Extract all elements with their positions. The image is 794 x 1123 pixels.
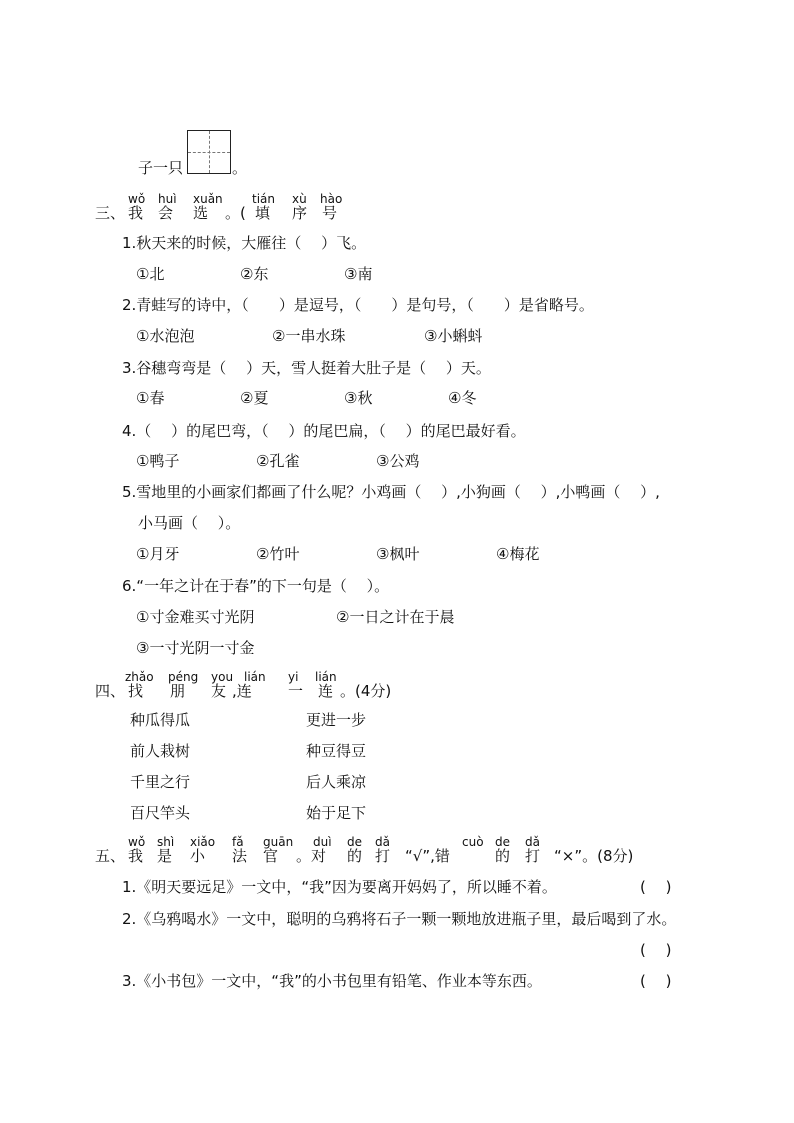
option: ①月牙 (136, 545, 180, 563)
pinyin: you (211, 670, 234, 684)
heading-char: 的 (347, 847, 363, 865)
option: ④梅花 (496, 545, 540, 563)
heading-char: 。(4分) (340, 682, 392, 700)
option: ①春 (136, 389, 165, 407)
heading-char: 连 (318, 682, 334, 700)
pinyin: lián (315, 670, 337, 684)
judge-item-1: 1.《明天要远足》一文中，“我”因为要离开妈妈了，所以睡不着。 (122, 878, 557, 896)
heading-char: 会 (158, 204, 174, 222)
question-3: 3.谷穗弯弯是（ ）天，雪人挺着大肚子是（ ）天。 (122, 359, 491, 377)
heading-char: 序 (292, 204, 308, 222)
pinyin: duì (313, 835, 332, 849)
option: ③小蝌蚪 (424, 327, 483, 345)
option: ③秋 (344, 389, 373, 407)
pinyin: yi (288, 670, 299, 684)
heading-char: 友 (211, 682, 227, 700)
option: ③枫叶 (376, 545, 420, 563)
heading-char: 官 (263, 847, 279, 865)
question-2: 2.青蛙写的诗中，（ ）是逗号，（ ）是句号，（ ）是省略号。 (122, 296, 594, 314)
option: ②夏 (240, 389, 269, 407)
heading-char: 号 (322, 204, 338, 222)
option: ②一串水珠 (272, 327, 346, 345)
heading-char: 找 (128, 682, 144, 700)
heading-char: 法 (232, 847, 248, 865)
heading-char: 朋 (170, 682, 186, 700)
judge-item-2: 2.《乌鸦喝水》一文中，聪明的乌鸦将石子一颗一颗地放进瓶子里，最后喝到了水。 (122, 910, 677, 928)
idiom-right[interactable]: 更进一步 (306, 711, 367, 729)
heading-char: ,连 (232, 682, 252, 700)
section-number: 五、 (95, 847, 126, 865)
option: ③公鸡 (376, 452, 420, 470)
heading-char: 我 (128, 204, 144, 222)
pinyin: wǒ (128, 192, 146, 206)
pinyin: zhǎo (125, 670, 154, 684)
option: ②竹叶 (256, 545, 300, 563)
pinyin: tián (252, 192, 275, 206)
heading-char: 。对 (296, 847, 327, 865)
pinyin: cuò (462, 835, 484, 849)
option: ②孔雀 (256, 452, 300, 470)
pinyin: dǎ (525, 835, 540, 849)
pinyin: de (495, 835, 510, 849)
idiom-left[interactable]: 前人栽树 (130, 742, 191, 760)
top-line-left: 子一只 (138, 159, 184, 177)
question-1: 1.秋天来的时候，大雁往（ ）飞。 (122, 234, 367, 252)
heading-char: 填 (255, 204, 271, 222)
pinyin: lián (244, 670, 266, 684)
answer-paren[interactable]: ( ) (640, 972, 672, 990)
idiom-right[interactable]: 种豆得豆 (306, 742, 367, 760)
idiom-right[interactable]: 始于足下 (306, 804, 367, 822)
heading-char: “×”。(8分) (554, 847, 634, 865)
answer-paren[interactable]: ( ) (640, 878, 672, 896)
question-4: 4.（ ）的尾巴弯，（ ）的尾巴扁，（ ）的尾巴最好看。 (122, 422, 526, 440)
heading-char: 我 (128, 847, 144, 865)
heading-char: 。( (225, 204, 246, 222)
question-6: 6.“一年之计在于春”的下一句是（ ）。 (122, 577, 390, 595)
section-number: 三、 (95, 204, 126, 222)
pinyin: shì (157, 835, 175, 849)
option: ③一寸光阴一寸金 (136, 639, 255, 657)
judge-item-3: 3.《小书包》一文中，“我”的小书包里有铅笔、作业本等东西。 (122, 972, 542, 990)
question-5: 5.雪地里的小画家们都画了什么呢？小鸡画（ ）,小狗画（ ）,小鸭画（ ）, (122, 483, 660, 501)
heading-char: 的 (495, 847, 511, 865)
idiom-left[interactable]: 百尺竿头 (130, 804, 191, 822)
heading-char: 是 (157, 847, 173, 865)
heading-char: “√”,错 (405, 847, 450, 865)
heading-char: 打 (525, 847, 541, 865)
answer-paren[interactable]: ( ) (640, 941, 672, 959)
option: ③南 (344, 265, 373, 283)
option: ①寸金难买寸光阴 (136, 608, 255, 626)
idiom-left[interactable]: 千里之行 (130, 773, 191, 791)
pinyin: huì (158, 192, 177, 206)
heading-char: 选 (193, 204, 209, 222)
pinyin: de (347, 835, 362, 849)
question-5-cont: 小马画（ ）。 (138, 514, 241, 532)
pinyin: péng (168, 670, 199, 684)
pinyin: xù (292, 192, 307, 206)
pinyin: xiǎo (190, 835, 216, 849)
pinyin: xuǎn (193, 192, 223, 206)
option: ②一日之计在于晨 (336, 608, 455, 626)
pinyin: guān (263, 835, 294, 849)
heading-char: 打 (375, 847, 391, 865)
top-line-right: 。 (232, 159, 248, 177)
option: ④冬 (448, 389, 477, 407)
pinyin: hào (320, 192, 343, 206)
option: ①水泡泡 (136, 327, 195, 345)
heading-char: 一 (288, 682, 304, 700)
option: ①北 (136, 265, 165, 283)
idiom-right[interactable]: 后人乘凉 (306, 773, 367, 791)
option: ②东 (240, 265, 269, 283)
heading-char: 小 (190, 847, 206, 865)
section-number: 四、 (95, 682, 126, 700)
writing-grid-box[interactable] (187, 130, 231, 174)
pinyin: wǒ (128, 835, 146, 849)
pinyin: dǎ (375, 835, 390, 849)
idiom-left[interactable]: 种瓜得瓜 (130, 711, 191, 729)
option: ①鸭子 (136, 452, 180, 470)
pinyin: fǎ (232, 835, 244, 849)
